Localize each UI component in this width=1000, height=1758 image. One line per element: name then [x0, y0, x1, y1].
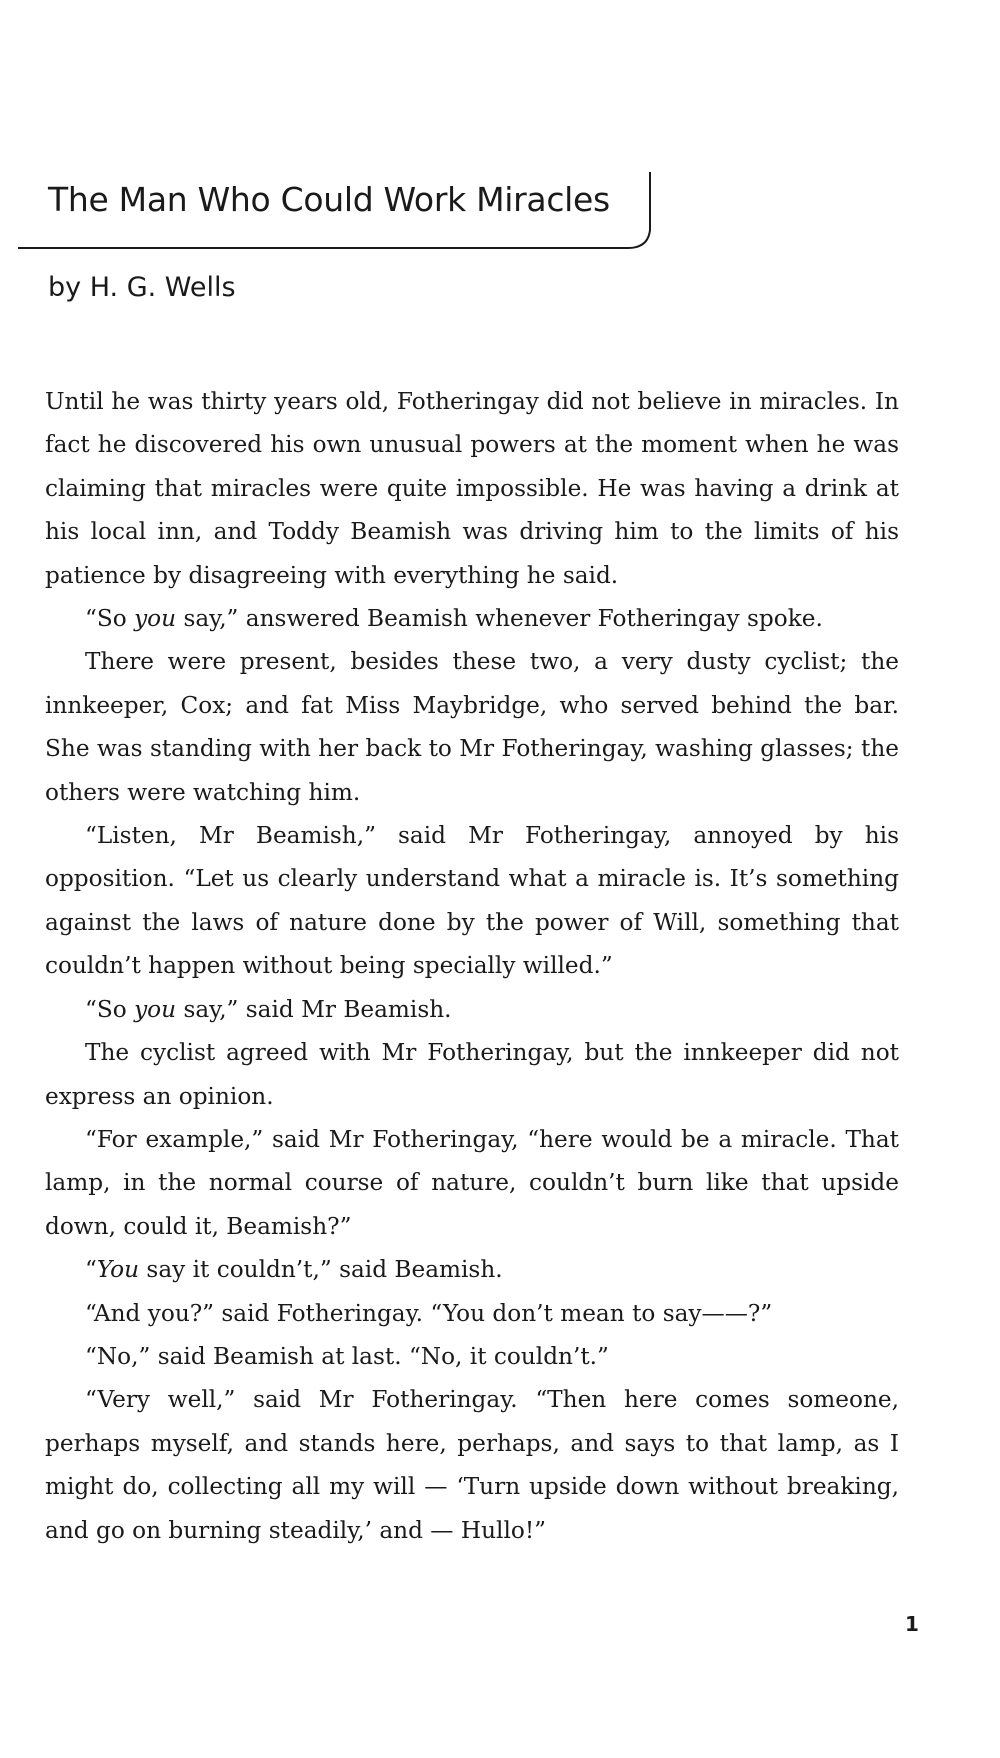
chapter-title: The Man Who Could Work Miracles — [48, 180, 610, 219]
paragraph: There were present, besides these two, a very dusty cyclist; the innkeeper, Cox; and fat Miss Maybridge, who served behind the bar. She was standing with her back to Mr Fotheringay, washing glasses; the others were watching him. — [45, 648, 899, 806]
emphasis: You — [96, 1256, 140, 1284]
paragraph: The cyclist agreed with Mr Fotheringay, but the innkeeper did not express an opinion. — [45, 1039, 899, 1110]
paragraph: “Very well,” said Mr Fotheringay. “Then here comes someone, perhaps myself, and stands here, perhaps, and says to that lamp, as I might do, collecting all my will — ‘Turn upside down without breaking, and go on burning steadily,’ and — Hullo!” — [45, 1386, 899, 1544]
paragraph: “For example,” said Mr Fotheringay, “here would be a miracle. That lamp, in the normal course of nature, couldn’t burn like that upside down, could it, Beamish?” — [45, 1125, 899, 1240]
paragraph: “Listen, Mr Beamish,” said Mr Fotheringay, annoyed by his opposition. “Let us clearly understand what a miracle is. It’s something against the laws of nature done by the power of Will, something that couldn’t happen without being specially willed.” — [45, 822, 899, 980]
paragraph: Until he was thirty years old, Fotheringay did not believe in miracles. In fact he discovered his own unusual powers at the moment when he was claiming that miracles were quite impossible. He was having a drink at his local inn, and Toddy Beamish was driving him to the limits of his patience by disagreeing with everything he said. — [45, 388, 899, 589]
paragraph: “You say it couldn’t,” said Beamish. — [85, 1256, 503, 1284]
paragraph: “And you?” said Fotheringay. “You don’t mean to say——?” — [85, 1299, 773, 1327]
story-text — [45, 380, 899, 1552]
paragraph: “So you say,” answered Beamish whenever Fotheringay spoke. — [85, 605, 823, 633]
paragraph: “No,” said Beamish at last. “No, it couldn’t.” — [85, 1342, 609, 1370]
paragraph: “So you say,” said Mr Beamish. — [85, 995, 452, 1023]
emphasis: you — [134, 605, 177, 633]
emphasis: you — [134, 995, 177, 1023]
author-byline: by H. G. Wells — [48, 272, 236, 303]
chapter-heading — [18, 172, 668, 252]
page-number: 1 — [905, 1612, 919, 1636]
